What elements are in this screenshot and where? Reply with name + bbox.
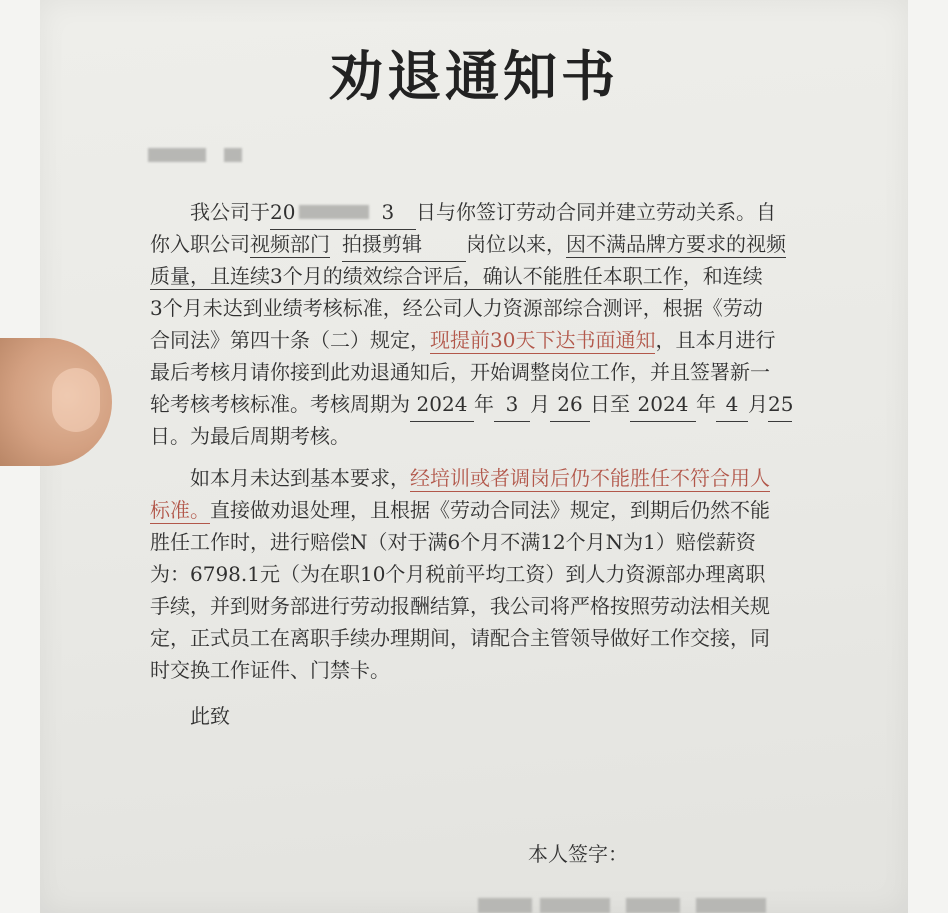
p2-line5: 手续，并到财务部进行劳动报酬结算，我公司将严格按照劳动法相关规: [150, 594, 770, 618]
start-month: 3: [494, 388, 530, 422]
signature-label: 本人签字：: [528, 842, 628, 866]
p1-l5-text-b: ，且本月进行: [655, 328, 776, 352]
end-month-unit: 月: [748, 392, 768, 416]
p2-l2-text-b: 直接做劝退处理，且根据《劳动合同法》规定，到期后仍然不能: [210, 498, 770, 522]
start-month-unit: 月: [530, 392, 550, 416]
p2-line4: 为：6798.1元（为在职10个月税前平均工资）到人力资源部办理离职: [150, 562, 766, 586]
p1-line4: 3个月未达到业绩考核标准，经公司人力资源部综合测评，根据《劳动: [150, 296, 763, 320]
redacted-footer-4: [696, 898, 766, 913]
end-day: 25: [768, 388, 792, 422]
end-month: 4: [716, 388, 748, 422]
redacted-footer-1: [478, 898, 532, 913]
p1-line2: [150, 228, 786, 262]
notice-period: 现提前30天下达书面通知: [430, 328, 656, 352]
p2-line3: 胜任工作时，进行赔偿N（对于满6个月不满12个月N为1）赔偿薪资: [150, 530, 756, 554]
redacted-addressee-2: [224, 148, 242, 162]
p1-l2-text-c: 岗位以来，: [466, 232, 566, 256]
p1-line3: [150, 260, 763, 292]
p2-line7: 时交换工作证件、门禁卡。: [150, 658, 390, 682]
start-year-unit: 年: [474, 392, 494, 416]
redacted-footer-2: [540, 898, 610, 913]
position: 拍摄剪辑: [342, 228, 466, 262]
p1-line5: [150, 324, 775, 356]
p2-l1-text-a: 如本月未达到基本要求，: [190, 466, 410, 490]
range-separator: 日至: [590, 392, 630, 416]
start-day: 26: [550, 388, 590, 422]
closing-salutation: 此致: [190, 704, 230, 728]
p2-line6: 定，正式员工在离职手续办理期间，请配合主管领导做好工作交接，同: [150, 626, 770, 650]
redacted-addressee: [148, 148, 206, 162]
department: 视频部门: [250, 232, 330, 256]
p1-l5-text-a: 合同法》第四十条（二）规定，: [150, 328, 430, 352]
contract-date-year: 20: [270, 200, 296, 224]
redacted-footer-3: [626, 898, 680, 913]
document-paper: [40, 0, 908, 913]
contract-date: [270, 196, 416, 230]
p1-l2-text-a: 你入职公司: [150, 232, 250, 256]
end-year-unit: 年: [696, 392, 716, 416]
reason-part2: 质量，且连续3个月的绩效综合评后，确认不能胜任本职工作: [150, 264, 683, 288]
p2-line2: [150, 494, 770, 526]
redacted-date: [299, 205, 369, 219]
document-title: 劝退通知书: [329, 45, 619, 108]
start-year: 2024: [410, 388, 474, 422]
p1-line7: [150, 388, 792, 422]
p1-line6: 最后考核月请你接到此劝退通知后，开始调整岗位工作，并且签署新一: [150, 360, 770, 384]
p1-l1-text-a: 我公司于: [190, 200, 270, 224]
p1-line8: 日。为最后周期考核。: [150, 424, 350, 448]
reason-part1: 因不满品牌方要求的视频: [566, 232, 786, 256]
p1-l7-text-a: 轮考核考核标准。考核周期为: [150, 392, 410, 416]
contract-date-day: 3: [381, 200, 395, 224]
p1-l3-text-b: ，和连续: [682, 264, 763, 288]
end-year: 2024: [630, 388, 696, 422]
standard-clause-part1: 经培训或者调岗后仍不能胜任不符合用人: [410, 466, 770, 490]
standard-clause-part2: 标准。: [150, 498, 210, 522]
p1-line1: [190, 196, 776, 230]
p1-l1-text-b: 日与你签订劳动合同并建立劳动关系。自: [416, 200, 776, 224]
thumbnail: [52, 368, 100, 432]
p2-line1: [190, 462, 770, 494]
